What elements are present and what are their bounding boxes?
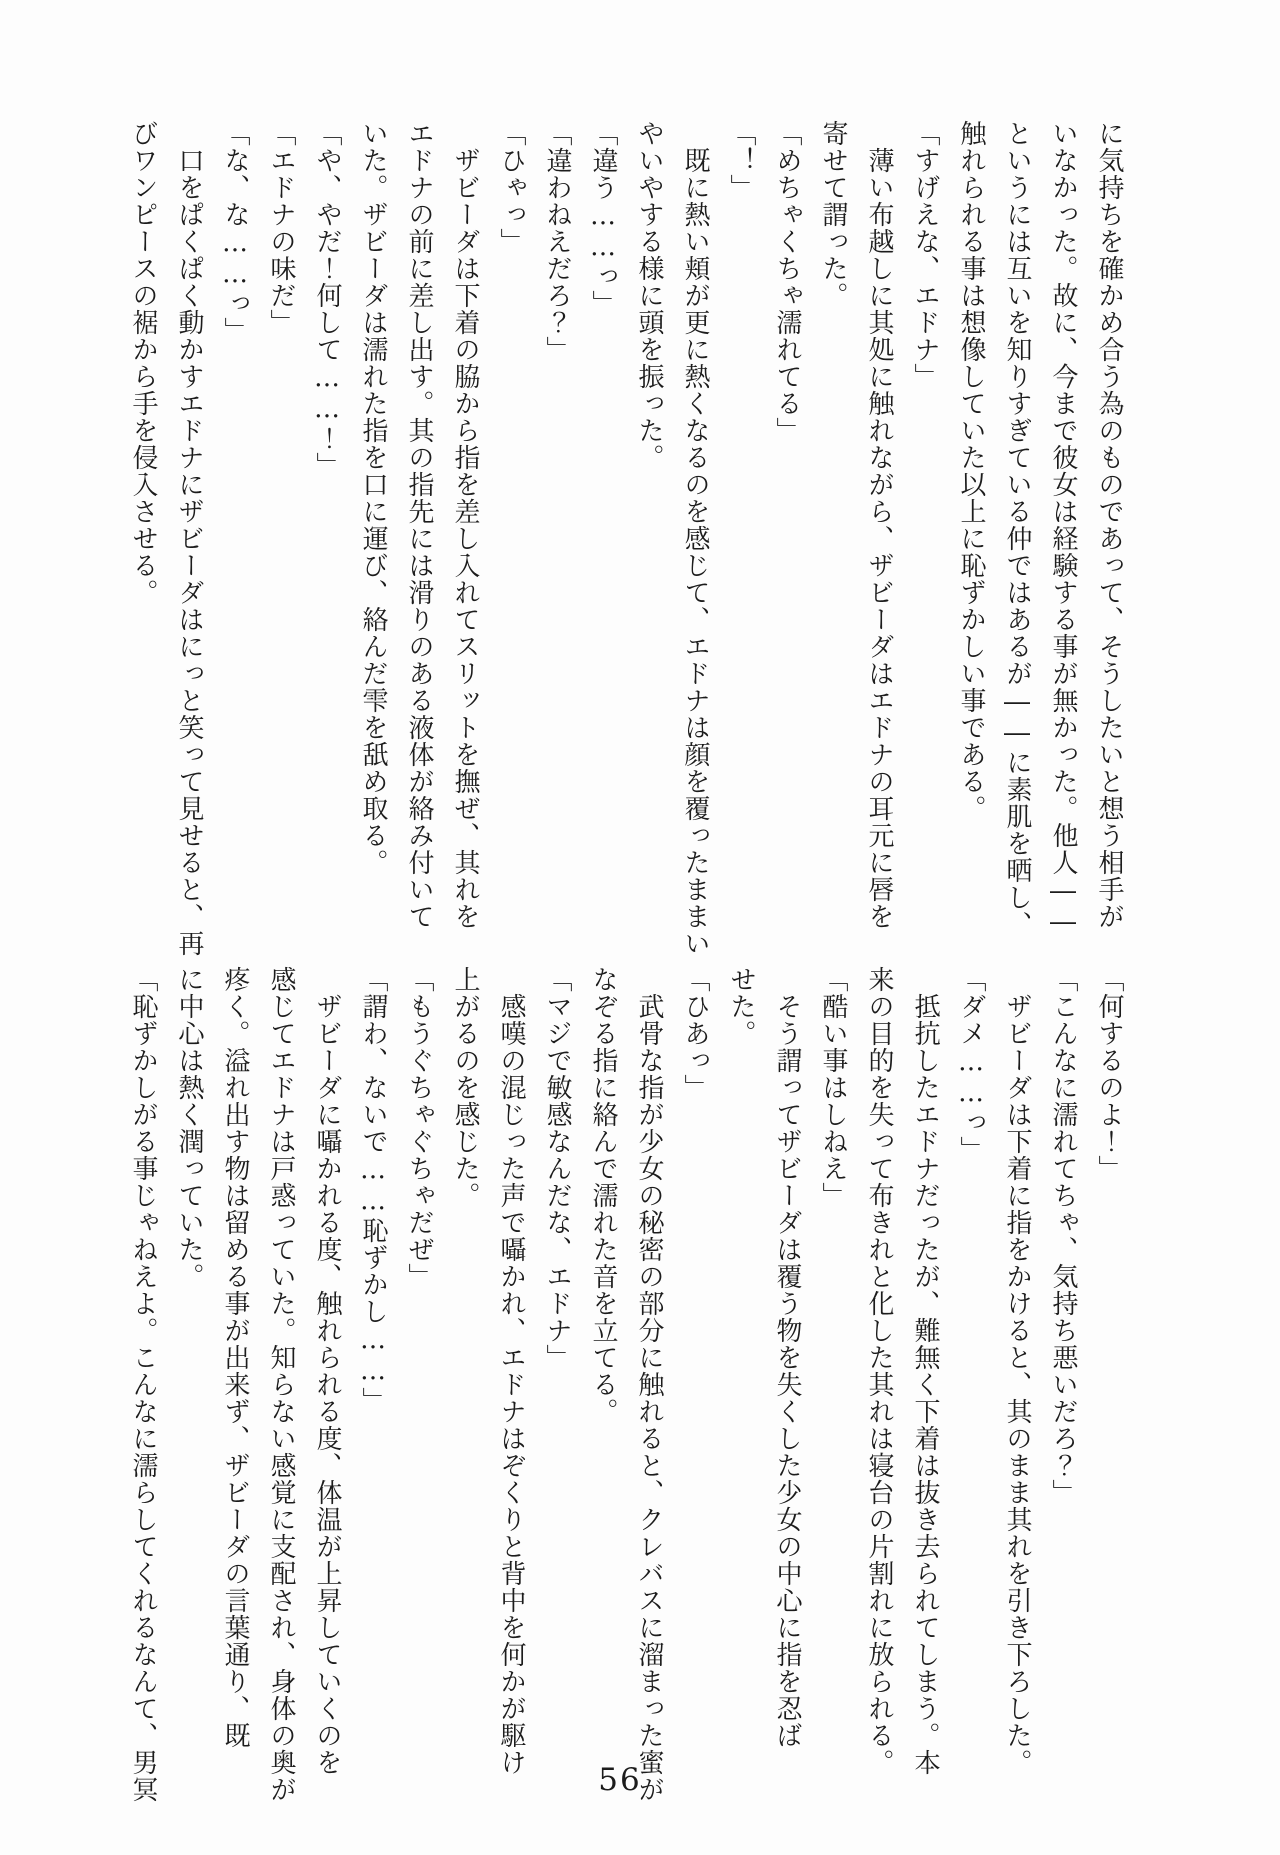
text-line: 抵抗したエドナだったが、難無く下着は抜き去られてしまう。本 [910, 966, 940, 1776]
text-line: なぞる指に絡んで濡れた音を立てる。 [588, 966, 618, 1425]
text-line: 感嘆の混じった声で囁かれ、エドナはぞくりと背中を何かが駆け [496, 966, 526, 1776]
text-line: いた。ザビーダは濡れた指を口に運び、絡んだ雫を舐め取る。 [358, 120, 388, 876]
text-line: 来の目的を失って布きれと化した其れは寝台の片割れに放られる。 [864, 966, 894, 1776]
text-line: やいやする様に頭を振った。 [634, 120, 664, 471]
text-line: 薄い布越しに其処に触れながら、ザビーダはエドナの耳元に唇を [864, 120, 894, 930]
text-line: 「マジで敏感なんだな、エドナ」 [542, 966, 572, 1371]
text-line: 「すげえな、エドナ」 [910, 120, 940, 390]
text-line: 「や、やだ！何して……！」 [312, 120, 342, 479]
text-line: 武骨な指が少女の秘密の部分に触れると、クレバスに溜まった蜜が [634, 966, 664, 1803]
text-line: 「違う……っ」 [588, 120, 618, 317]
text-line: 感じてエドナは戸惑っていた。知らない感覚に支配され、身体の奥が [266, 966, 296, 1803]
text-line: 「違わねえだろ？」 [542, 120, 572, 363]
text-line: 「めちゃくちゃ濡れてる」 [772, 120, 802, 444]
text-line: 触れられる事は想像していた以上に恥ずかしい事である。 [956, 120, 986, 822]
text-line: せた。 [726, 966, 756, 1047]
text-line: そう謂ってザビーダは覆う物を失くした少女の中心に指を忍ば [772, 966, 802, 1749]
page-number: 56 [598, 1762, 642, 1798]
text-line: 寄せて謂った。 [818, 120, 848, 309]
text-line: エドナの前に差し出す。其の指先には滑りのある液体が絡み付いて [404, 120, 434, 930]
text-line: 口をぱくぱく動かすエドナにザビーダはにっと笑って見せると、再 [174, 120, 204, 957]
text-line: 疼く。溢れ出す物は留める事が出来ず、ザビーダの言葉通り、既 [220, 966, 250, 1749]
text-line: に中心は熱く潤っていた。 [174, 966, 204, 1290]
text-line: ザビーダは下着に指をかけると、其のまま其れを引き下ろした。 [1002, 966, 1032, 1776]
text-line: 既に熱い頬が更に熱くなるのを感じて、エドナは顔を覆ったままい [680, 120, 710, 957]
text-line: 「もうぐちゃぐちゃだぜ」 [404, 966, 434, 1290]
text-line: 「ひゃっ」 [496, 120, 526, 255]
text-line: に気持ちを確かめ合う為のものであって、そうしたいと想う相手が [1094, 120, 1124, 930]
text-line: いなかった。故に、今まで彼女は経験する事が無かった。他人―― [1048, 120, 1078, 938]
text-line: 「エドナの味だ」 [266, 120, 296, 336]
top-text-block [116, 120, 1132, 957]
text-line: 「謂わ、ないで……恥ずかし……」 [358, 966, 388, 1414]
text-line: 「な、な……っ」 [220, 120, 250, 344]
text-line: ザビーダは下着の脇から指を差し入れてスリットを撫ぜ、其れを [450, 120, 480, 930]
text-line: 「ダメ……っ」 [956, 966, 986, 1163]
text-line: 「ひあっ」 [680, 966, 710, 1101]
text-line: 「恥ずかしがる事じゃねえよ。こんなに濡らしてくれるなんて、男冥 [128, 966, 158, 1803]
text-line: 「何するのよ！」 [1094, 966, 1124, 1182]
text-line: というには互いを知りすぎている仲ではあるが――に素肌を晒し、 [1002, 120, 1032, 938]
text-line: びワンピースの裾から手を侵入させる。 [128, 120, 158, 606]
text-line: ザビーダに囁かれる度、触れられる度、体温が上昇していくのを [312, 966, 342, 1776]
text-line: 「酷い事はしねえ」 [818, 966, 848, 1209]
text-line: 「！」 [726, 120, 756, 201]
text-line: 上がるのを感じた。 [450, 966, 480, 1209]
text-line: 「こんなに濡れてちゃ、気持ち悪いだろ？」 [1048, 966, 1078, 1506]
